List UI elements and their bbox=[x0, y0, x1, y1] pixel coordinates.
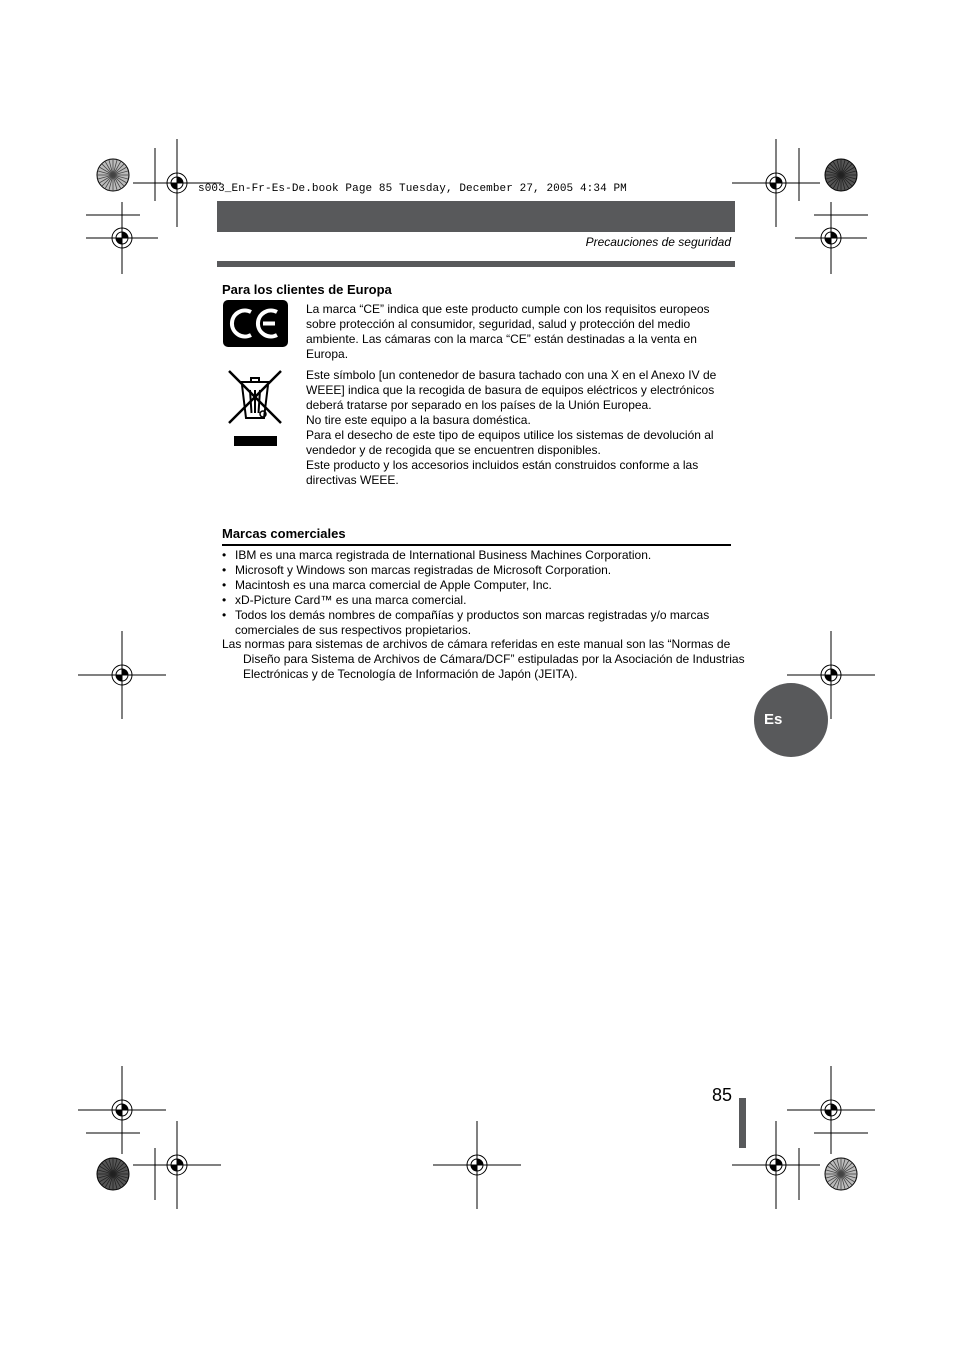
page-edge-bar bbox=[739, 1098, 746, 1148]
list-item: • xD-Picture Card™ es una marca comercial. bbox=[222, 593, 732, 608]
weee-crossed-bin-icon bbox=[226, 368, 284, 448]
list-item: • Todos los demás nombres de compañías y productos son marcas registradas y/o marcas comerciales de sus respectivos propietarios. bbox=[222, 608, 732, 638]
trademarks-heading: Marcas comerciales bbox=[222, 526, 346, 541]
weee-line: Este producto y los accesorios incluidos están construidos conforme a las directivas WEEE. bbox=[306, 458, 699, 487]
language-tab: Es bbox=[754, 683, 828, 757]
registration-mark-icon bbox=[433, 1121, 521, 1209]
weee-line: Para el desecho de este tipo de equipos utilice los sistemas de devolución al vendedor y de recogida que se encuentren disponibles. bbox=[306, 428, 714, 457]
color-target-icon bbox=[825, 1158, 857, 1190]
list-item: • Macintosh es una marca comercial de Apple Computer, Inc. bbox=[222, 578, 732, 593]
registration-mark-icon bbox=[78, 631, 166, 719]
color-target-icon bbox=[825, 159, 857, 191]
registration-mark-icon bbox=[732, 139, 820, 227]
trademark-list bbox=[222, 548, 732, 638]
color-target-icon bbox=[97, 1158, 129, 1190]
ce-mark-icon bbox=[223, 300, 288, 347]
weee-paragraph bbox=[306, 368, 734, 488]
section-rule bbox=[217, 261, 735, 267]
trademarks-rule bbox=[222, 544, 731, 546]
dcf-standards-note: Las normas para sistemas de archivos de cámara referidas en este manual son las “Normas de Diseño para Sistema de Archivos de Cámara/DCF” estipuladas por la Asociación de Industrias Electrónicas y de Tecnología de Información de Japón (JEITA). bbox=[222, 637, 745, 681]
registration-mark-icon bbox=[133, 1121, 221, 1209]
page-number: 85 bbox=[711, 1085, 732, 1105]
weee-line: No tire este equipo a la basura doméstica. bbox=[306, 413, 531, 427]
registration-mark-icon bbox=[787, 1066, 875, 1154]
registration-mark-icon bbox=[86, 202, 158, 274]
running-title: Precauciones de seguridad bbox=[585, 235, 731, 249]
list-item: • IBM es una marca registrada de International Business Machines Corporation. bbox=[222, 548, 732, 563]
weee-line: Este símbolo [un contenedor de basura tachado con una X en el Anexo IV de WEEE] indica que la recogida de basura de equipos eléctricos y electrónicos deberá tratarse por separado en los países de la Unión Europea. bbox=[306, 368, 717, 412]
registration-mark-icon bbox=[78, 1066, 166, 1154]
ce-paragraph: La marca “CE” indica que este producto cumple con los requisitos europeos sobre protección al consumidor, seguridad, salud y protección del medio ambiente. Las cámaras con la marca “CE” están destinadas a la venta en Europa. bbox=[306, 302, 710, 361]
list-item: • Microsoft y Windows son marcas registradas de Microsoft Corporation. bbox=[222, 563, 732, 578]
file-header: s003_En-Fr-Es-De.book Page 85 Tuesday, December 27, 2005 4:34 PM bbox=[198, 183, 627, 195]
europe-heading: Para los clientes de Europa bbox=[222, 282, 392, 297]
header-bar bbox=[217, 201, 735, 232]
registration-mark-icon bbox=[795, 202, 867, 274]
color-target-icon bbox=[97, 159, 129, 191]
